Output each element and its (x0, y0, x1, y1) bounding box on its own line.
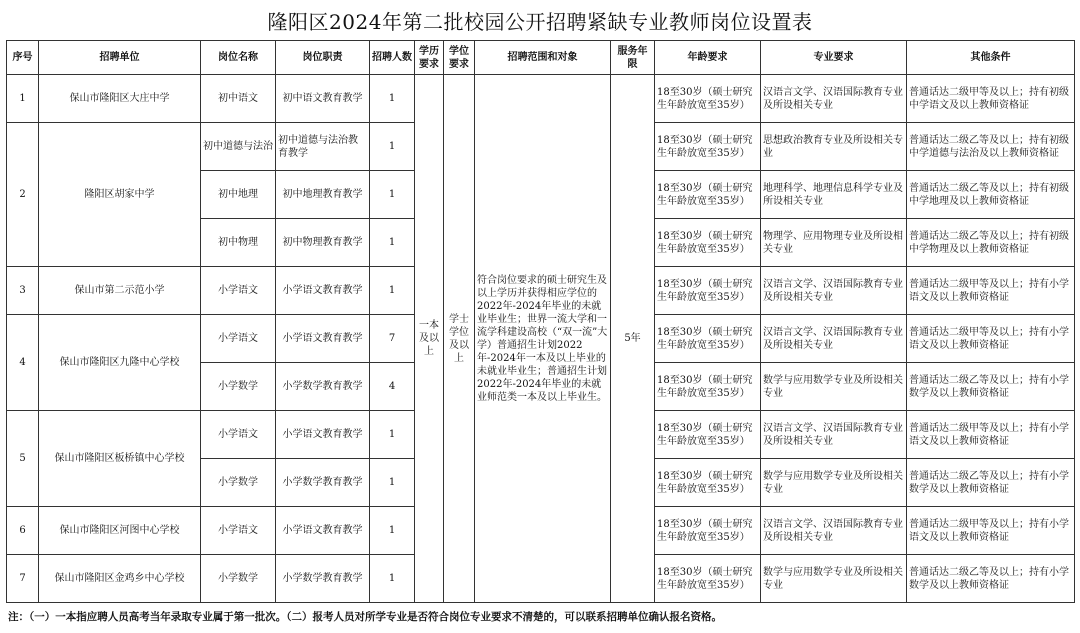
other-cell: 普通话达二级甲等及以上；持有小学语文及以上教师资格证 (907, 507, 1075, 555)
post-cell: 小学数学 (201, 459, 276, 507)
post-cell: 初中语文 (201, 75, 276, 123)
header-row (7, 41, 1075, 75)
duty-cell: 小学数学教育教学 (276, 459, 370, 507)
other-cell: 普通话达二级乙等及以上；持有初级中学物理及以上教师资格证 (907, 219, 1075, 267)
post-cell: 小学语文 (201, 411, 276, 459)
age-cell: 18至30岁（硕士研究生年龄放宽至35岁） (655, 459, 761, 507)
unit-cell: 隆阳区胡家中学 (39, 123, 201, 267)
major-cell: 地理科学、地理信息科学专业及所设相关专业 (761, 171, 907, 219)
duty-cell: 小学数学教育教学 (276, 555, 370, 603)
duty-cell: 初中地理教育教学 (276, 171, 370, 219)
major-cell: 数学与应用数学专业及所设相关专业 (761, 555, 907, 603)
major-cell: 汉语言文学、汉语国际教育专业及所设相关专业 (761, 267, 907, 315)
count-cell: 7 (370, 315, 415, 363)
seq-cell: 4 (7, 315, 39, 411)
unit-cell: 保山市隆阳区板桥镇中心学校 (39, 411, 201, 507)
unit-cell: 保山市隆阳区九隆中心学校 (39, 315, 201, 411)
post-cell: 初中地理 (201, 171, 276, 219)
age-cell: 18至30岁（硕士研究生年龄放宽至35岁） (655, 219, 761, 267)
other-cell: 普通话达二级乙等及以上；持有初级中学道德与法治及以上教师资格证 (907, 123, 1075, 171)
other-cell: 普通话达二级甲等及以上；持有小学语文及以上教师资格证 (907, 267, 1075, 315)
header-age: 年龄要求 (655, 41, 761, 75)
header-post: 岗位名称 (201, 41, 276, 75)
count-cell: 4 (370, 363, 415, 411)
age-cell: 18至30岁（硕士研究生年龄放宽至35岁） (655, 171, 761, 219)
header-seq: 序号 (7, 41, 39, 75)
recruitment-table (6, 40, 1075, 603)
count-cell: 1 (370, 459, 415, 507)
table-row (7, 75, 1075, 123)
count-cell: 1 (370, 411, 415, 459)
duty-cell: 初中物理教育教学 (276, 219, 370, 267)
header-degree: 学位要求 (444, 41, 475, 75)
duty-cell: 小学语文教育教学 (276, 507, 370, 555)
seq-cell: 2 (7, 123, 39, 267)
duty-cell: 小学语文教育教学 (276, 411, 370, 459)
major-cell: 数学与应用数学专业及所设相关专业 (761, 363, 907, 411)
scope-cell: 符合岗位要求的硕士研究生及以上学历并获得相应学位的2022年-2024年毕业的未就业毕业生；世界一流大学和一流学科建设高校（“双一流”大学）普通招生计划2022年-2024年一本及以上毕业的未就业毕业生；普通招生计划2022年-2024年毕业的未就业师范类一本及以上毕业生。 (475, 75, 611, 603)
header-other: 其他条件 (907, 41, 1075, 75)
seq-cell: 7 (7, 555, 39, 603)
degree-cell: 学士学位及以上 (444, 75, 475, 603)
major-cell: 数学与应用数学专业及所设相关专业 (761, 459, 907, 507)
other-cell: 普通话达二级乙等及以上；持有初级中学地理及以上教师资格证 (907, 171, 1075, 219)
edu-cell: 一本及以上 (415, 75, 444, 603)
post-cell: 小学语文 (201, 267, 276, 315)
header-edu: 学历要求 (415, 41, 444, 75)
age-cell: 18至30岁（硕士研究生年龄放宽至35岁） (655, 123, 761, 171)
count-cell: 1 (370, 75, 415, 123)
age-cell: 18至30岁（硕士研究生年龄放宽至35岁） (655, 267, 761, 315)
count-cell: 1 (370, 555, 415, 603)
post-cell: 初中物理 (201, 219, 276, 267)
duty-cell: 初中语文教育教学 (276, 75, 370, 123)
header-duty: 岗位职责 (276, 41, 370, 75)
seq-cell: 5 (7, 411, 39, 507)
other-cell: 普通话达二级乙等及以上；持有小学数学及以上教师资格证 (907, 555, 1075, 603)
post-cell: 初中道德与法治 (201, 123, 276, 171)
major-cell: 物理学、应用物理专业及所设相关专业 (761, 219, 907, 267)
other-cell: 普通话达二级甲等及以上；持有初级中学语文及以上教师资格证 (907, 75, 1075, 123)
major-cell: 汉语言文学、汉语国际教育专业及所设相关专业 (761, 315, 907, 363)
other-cell: 普通话达二级甲等及以上；持有小学语文及以上教师资格证 (907, 315, 1075, 363)
duty-cell: 初中道德与法治教育教学 (276, 123, 370, 171)
duty-cell: 小学数学教育教学 (276, 363, 370, 411)
header-unit: 招聘单位 (39, 41, 201, 75)
other-cell: 普通话达二级甲等及以上；持有小学语文及以上教师资格证 (907, 411, 1075, 459)
header-count: 招聘人数 (370, 41, 415, 75)
count-cell: 1 (370, 219, 415, 267)
major-cell: 思想政治教育专业及所设相关专业 (761, 123, 907, 171)
count-cell: 1 (370, 123, 415, 171)
major-cell: 汉语言文学、汉语国际教育专业及所设相关专业 (761, 411, 907, 459)
footnote: 注：（一）一本指应聘人员高考当年录取专业属于第一批次。（二）报考人员对所学专业是否符合岗位专业要求不清楚的，可以联系招聘单位确认报名资格。 (8, 611, 722, 623)
age-cell: 18至30岁（硕士研究生年龄放宽至35岁） (655, 507, 761, 555)
post-cell: 小学数学 (201, 363, 276, 411)
age-cell: 18至30岁（硕士研究生年龄放宽至35岁） (655, 411, 761, 459)
seq-cell: 3 (7, 267, 39, 315)
header-major: 专业要求 (761, 41, 907, 75)
seq-cell: 1 (7, 75, 39, 123)
post-cell: 小学数学 (201, 555, 276, 603)
page-title: 隆阳区2024年第二批校园公开招聘紧缺专业教师岗位设置表 (267, 10, 813, 34)
years-cell: 5年 (611, 75, 655, 603)
seq-cell: 6 (7, 507, 39, 555)
unit-cell: 保山市隆阳区大庄中学 (39, 75, 201, 123)
age-cell: 18至30岁（硕士研究生年龄放宽至35岁） (655, 315, 761, 363)
header-years: 服务年限 (611, 41, 655, 75)
count-cell: 1 (370, 267, 415, 315)
other-cell: 普通话达二级乙等及以上；持有小学数学及以上教师资格证 (907, 363, 1075, 411)
other-cell: 普通话达二级乙等及以上；持有小学数学及以上教师资格证 (907, 459, 1075, 507)
post-cell: 小学语文 (201, 315, 276, 363)
age-cell: 18至30岁（硕士研究生年龄放宽至35岁） (655, 363, 761, 411)
unit-cell: 保山市第二示范小学 (39, 267, 201, 315)
count-cell: 1 (370, 171, 415, 219)
unit-cell: 保山市隆阳区金鸡乡中心学校 (39, 555, 201, 603)
header-scope: 招聘范围和对象 (475, 41, 611, 75)
duty-cell: 小学语文教育教学 (276, 315, 370, 363)
unit-cell: 保山市隆阳区河图中心学校 (39, 507, 201, 555)
post-cell: 小学语文 (201, 507, 276, 555)
count-cell: 1 (370, 507, 415, 555)
age-cell: 18至30岁（硕士研究生年龄放宽至35岁） (655, 75, 761, 123)
duty-cell: 小学语文教育教学 (276, 267, 370, 315)
major-cell: 汉语言文学、汉语国际教育专业及所设相关专业 (761, 75, 907, 123)
major-cell: 汉语言文学、汉语国际教育专业及所设相关专业 (761, 507, 907, 555)
age-cell: 18至30岁（硕士研究生年龄放宽至35岁） (655, 555, 761, 603)
